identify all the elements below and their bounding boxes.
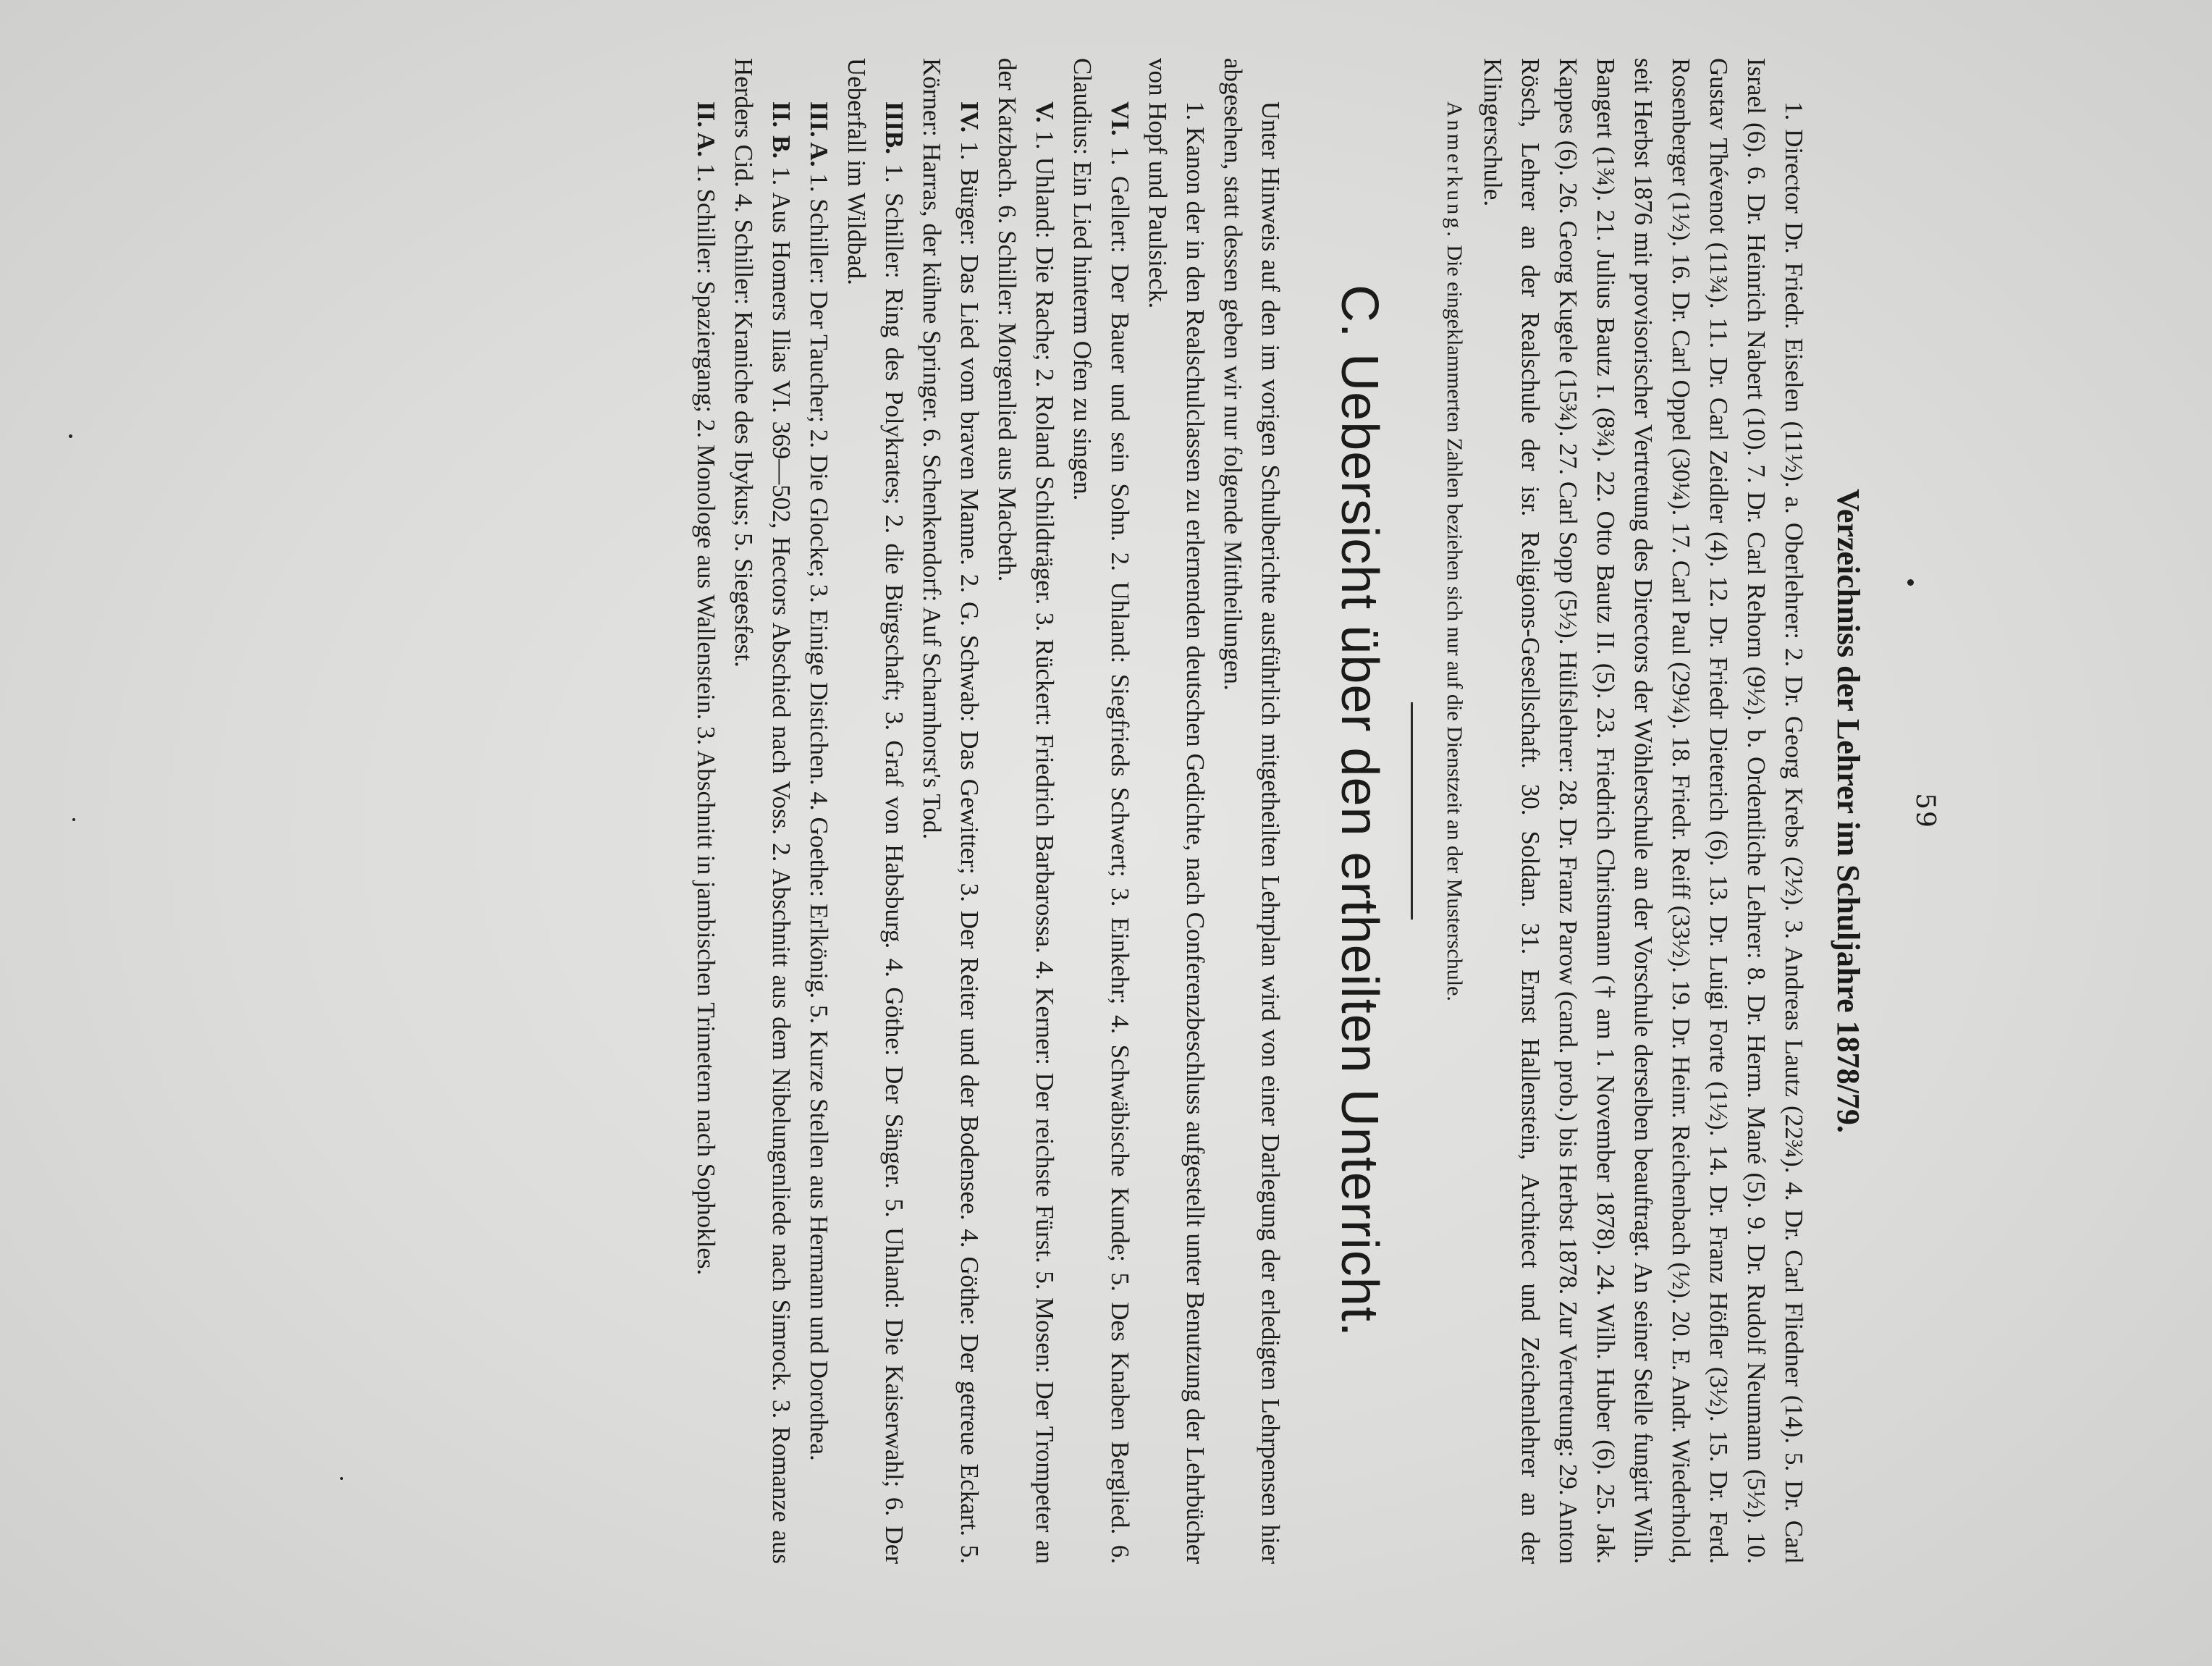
class-iia — [687, 58, 725, 1564]
class-vi-label: VI. — [1106, 101, 1134, 136]
note — [1438, 58, 1471, 1564]
note-label: Anmerkung. — [1443, 101, 1466, 240]
class-iiib-label: IIIB. — [880, 101, 908, 154]
class-iv-text: 1. Bürger: Das Lied vom braven Manne. 2. G. Schwab: Das Gewitter; 3. Der Reiter und der Bodensee. 4. Göthe: Der getreue Eckart. 5. Körner: Harras, der kühne Springer. 6. Schenkendorf: Auf Scharnhorst's Tod. — [918, 58, 984, 1565]
rotated-page — [253, 58, 1940, 1564]
class-v-label: V. — [1031, 101, 1059, 123]
teacher-list: 1. Director Dr. Friedr. Eiselen (11½). a. Oberlehrer: 2. Dr. Georg Krebs (2½). 3. Andreas Lautz (22¾). 4. Dr. Carl Fliedner (14). 5. Dr. Carl Israel (6). 6. Dr. Heinrich Nabert (10). 7. Dr. Carl Rehorn (9½). b. Ordentliche Lehrer: 8. Dr. Herm. Mané (5). 9. Dr. Rudolf Neumann (5½). 10. Gustav Thévenot (11¾). 11. Dr. Carl Zeidler (4). 12. Dr. Friedr Dieterich (6). 13. Dr. Luigi Forte (1½). 14. Dr. Franz Höfler (3½). 15. Dr. Ferd. Rosenberger (1½). 16. Dr. Carl Oppel (30¼). 17. Carl Paul (29¼). 18. Friedr. Reiff (33½). 19. Dr. Heinr. Reichenbach (½). 20. E. Andr. Wiederhold, seit Herbst 1876 mit provisorischer Vertretung des Directors der Wöhlerschule an der Vorschule derselben beauftragt. An seiner Stelle fungirt Wilh. Bangert (1¾). 21. Julius Bautz I. (8¾). 22. Otto Bautz II. (5). 23. Friedrich Christmann († am 1. November 1878). 24. Wilh. Huber (6). 25. Jak. Kappes (6). 26. Georg Kugele (15¾). 27. Carl Sopp (5½). Hülfslehrer: 28. Dr. Franz Parow (cand. prob.) bis Herbst 1878. Zur Vertretung: 29. Anton Rösch, Lehrer an der Realschule der isr. Religions-Gesellschaft. 30. Soldan. 31. Ernst Hallenstein, Architect und Zeichenlehrer an der Klingerschule. — [1479, 58, 1808, 1564]
class-iiib-text: 1. Schiller: Ring des Polykrates; 2. die Bürgschaft; 3. Graf von Habsburg. 4. Göthe: Der Sänger. 5. Uhland: Die Kaiserwahl; 6. Der Ueberfall im Wildbad. — [843, 58, 908, 1564]
section-title: Verzeichniss der Lehrer im Schuljahre 1878/79. — [1831, 489, 1866, 1133]
class-iiia-text: 1. Schiller: Der Taucher; 2. Die Glocke; 3. Einige Distichen. 4. Goethe: Erlkönig. 5. Kurze Stellen aus Hermann und Dorothea. — [805, 173, 833, 1461]
dust-speck — [69, 434, 72, 438]
class-v — [988, 58, 1063, 1564]
dust-speck — [72, 818, 75, 821]
intro-paragraph: Unter Hinweis auf den im vorigen Schulberichte ausführlich mitgetheilten Lehrplan wird von einer Darlegung der erledigten Lehrpensen hier abgesehen, statt dessen geben wir nur folgende Mittheilungen. — [1219, 58, 1285, 1564]
canon-paragraph: 1. Kanon der in den Realschulclassen zu erlernenden deutschen Gedichte, nach Conferenzbeschluss aufgestellt unter Benutzung der Lehrbücher von Hopf und Paulsieck. — [1144, 58, 1210, 1564]
class-vi — [1063, 58, 1139, 1564]
divider-rule — [1411, 702, 1413, 920]
class-iiib — [837, 58, 913, 1564]
class-vi-text: 1. Gellert: Der Bauer und sein Sohn. 2. Uhland: Siegfrieds Schwert; 3. Einkehr; 4. Schwäbische Kunde; 5. Des Knaben Berglied. 6. Claudius: Ein Lied hinterm Ofen zu singen. — [1068, 58, 1134, 1564]
section-c-title: C. Uebersicht über den ertheilten Unterricht. — [1330, 285, 1388, 1337]
class-iia-text: 1. Schiller: Spaziergang; 2. Monologe aus Wallenstein. 3. Abschnitt in jambischen Trimetern nach Sophokles. — [692, 163, 720, 1276]
class-iia-label: II. A. — [692, 101, 720, 157]
class-iv — [913, 58, 988, 1564]
page-number: 59 — [1910, 793, 1940, 829]
class-iv-label: IV. — [955, 101, 984, 133]
class-iiia-label: III. A. — [805, 101, 833, 167]
class-iib — [725, 58, 800, 1564]
class-iib-text: 1. Aus Homers Ilias VI. 369—502, Hectors Abschied nach Voss. 2. Abschnitt aus dem Nibelungenliede nach Simrock. 3. Romanze aus Herders Cid. 4. Schiller: Kraniche des Ibykus; 5. Siegesfest. — [730, 58, 795, 1565]
note-text: Die eingeklammerten Zahlen beziehen sich nur auf die Dienstzeit an der Musterschule. — [1443, 245, 1466, 1001]
class-v-text: 1. Uhland: Die Rache; 2. Roland Schildträger. 3. Rückert: Friedrich Barbarossa. 4. Kerner: Der reichste Fürst. 5. Mosen: Der Trompeter an der Katzbach. 6. Schiller: Morgenlied aus Macbeth. — [993, 58, 1059, 1564]
class-iib-label: II. B. — [767, 101, 795, 159]
class-iiia — [800, 58, 837, 1564]
page-content — [687, 58, 1940, 1564]
